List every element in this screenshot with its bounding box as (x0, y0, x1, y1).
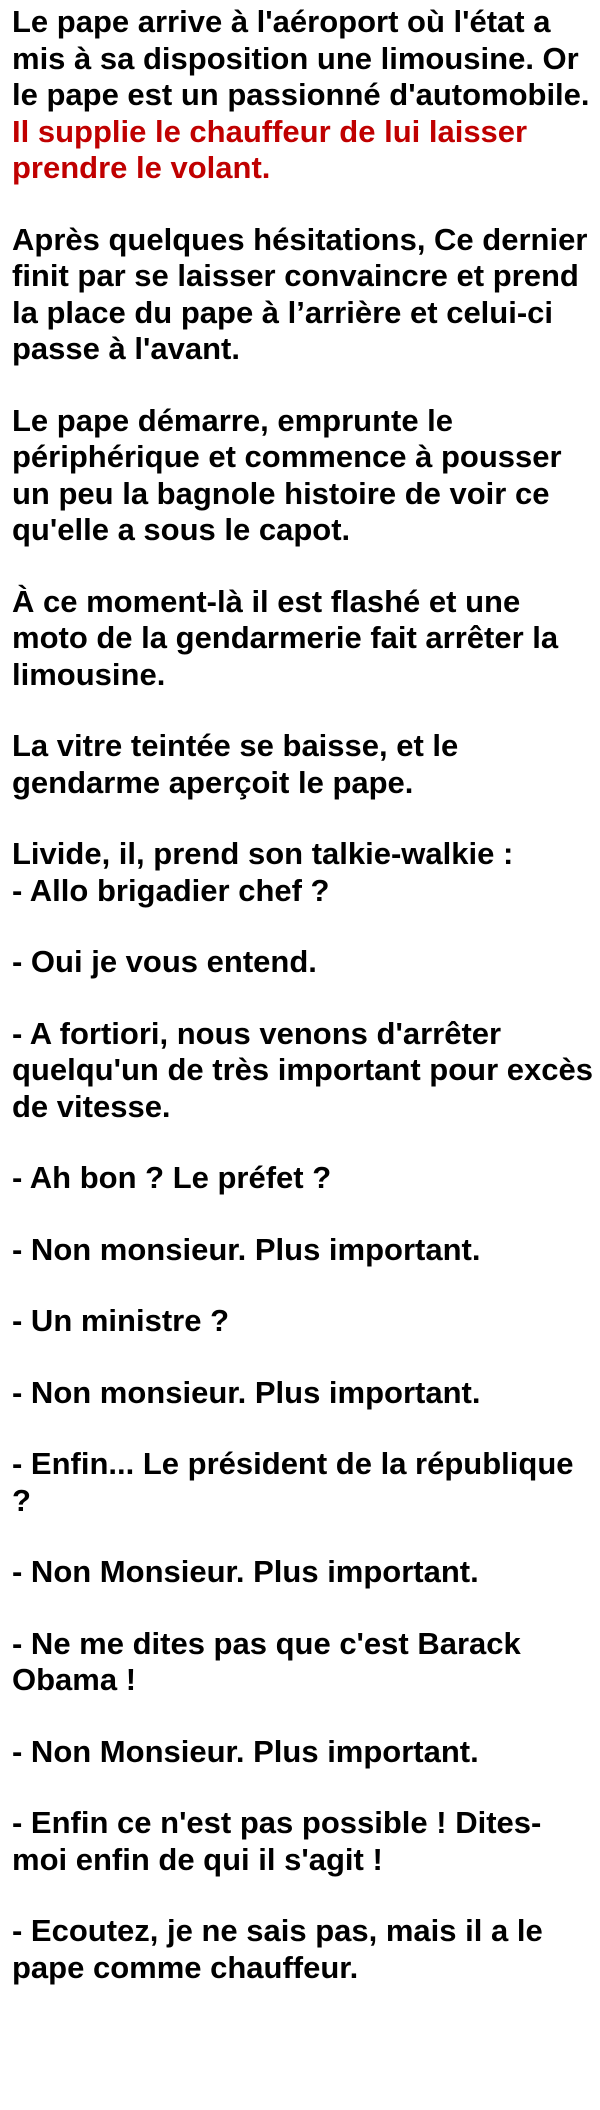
dialogue-punchline: - Ecoutez, je ne sais pas, mais il a le pape comme chauffeur. (12, 1913, 543, 1985)
dialogue-line-4: - Ah bon ? Le préfet ? (12, 1160, 332, 1195)
paragraph-talkie (12, 836, 596, 909)
joke-document (12, 4, 596, 1986)
dialogue-line-7: - Non monsieur. Plus important. (12, 1374, 481, 1410)
dialogue-line-3: - A fortiori, nous venons d'arrêter quelqu'un de très important pour excès de vitesse. (12, 1015, 593, 1124)
dialogue-line-1: - Allo brigadier chef ? (12, 872, 330, 908)
intro-highlight-text: Il supplie le chauffeur de lui laisser prendre le volant. (12, 113, 528, 185)
dialogue-line-11: - Non Monsieur. Plus important. (12, 1733, 479, 1769)
dialogue-line-2: - Oui je vous entend. (12, 944, 317, 979)
dialogue-line-10: - Ne me dites pas que c'est Barack Obama ! (12, 1625, 521, 1697)
paragraph-driver-swap: Après quelques hésitations, Ce dernier finit par se laisser convaincre et prend la place du pape à l’arrière et celui-ci passe à l'avant. (12, 221, 588, 366)
paragraph-flashed: À ce moment-là il est flashé et une moto de la gendarmerie fait arrêter la limousine. (12, 583, 559, 692)
paragraph-window: La vitre teintée se baisse, et le gendarme aperçoit le pape. (12, 728, 459, 800)
intro-text: Le pape arrive à l'aéroport où l'état a mis à sa disposition une limousine. Or le pape est un passionné d'automobile. (12, 4, 590, 112)
talkie-line: Livide, il, prend son talkie-walkie : (12, 836, 514, 871)
dialogue-line-9: - Non Monsieur. Plus important. (12, 1554, 479, 1589)
paragraph-pope-drives: Le pape démarre, emprunte le périphérique et commence à pousser un peu la bagnole histoire de voir ce qu'elle a sous le capot. (12, 402, 562, 547)
dialogue-line-8: - Enfin... Le président de la république ? (12, 1446, 574, 1518)
dialogue-line-6: - Un ministre ? (12, 1303, 230, 1338)
paragraph-intro (12, 4, 596, 187)
dialogue-line-12: - Enfin ce n'est pas possible ! Dites-moi enfin de qui il s'agit ! (12, 1805, 542, 1877)
dialogue-line-5: - Non monsieur. Plus important. (12, 1231, 481, 1267)
